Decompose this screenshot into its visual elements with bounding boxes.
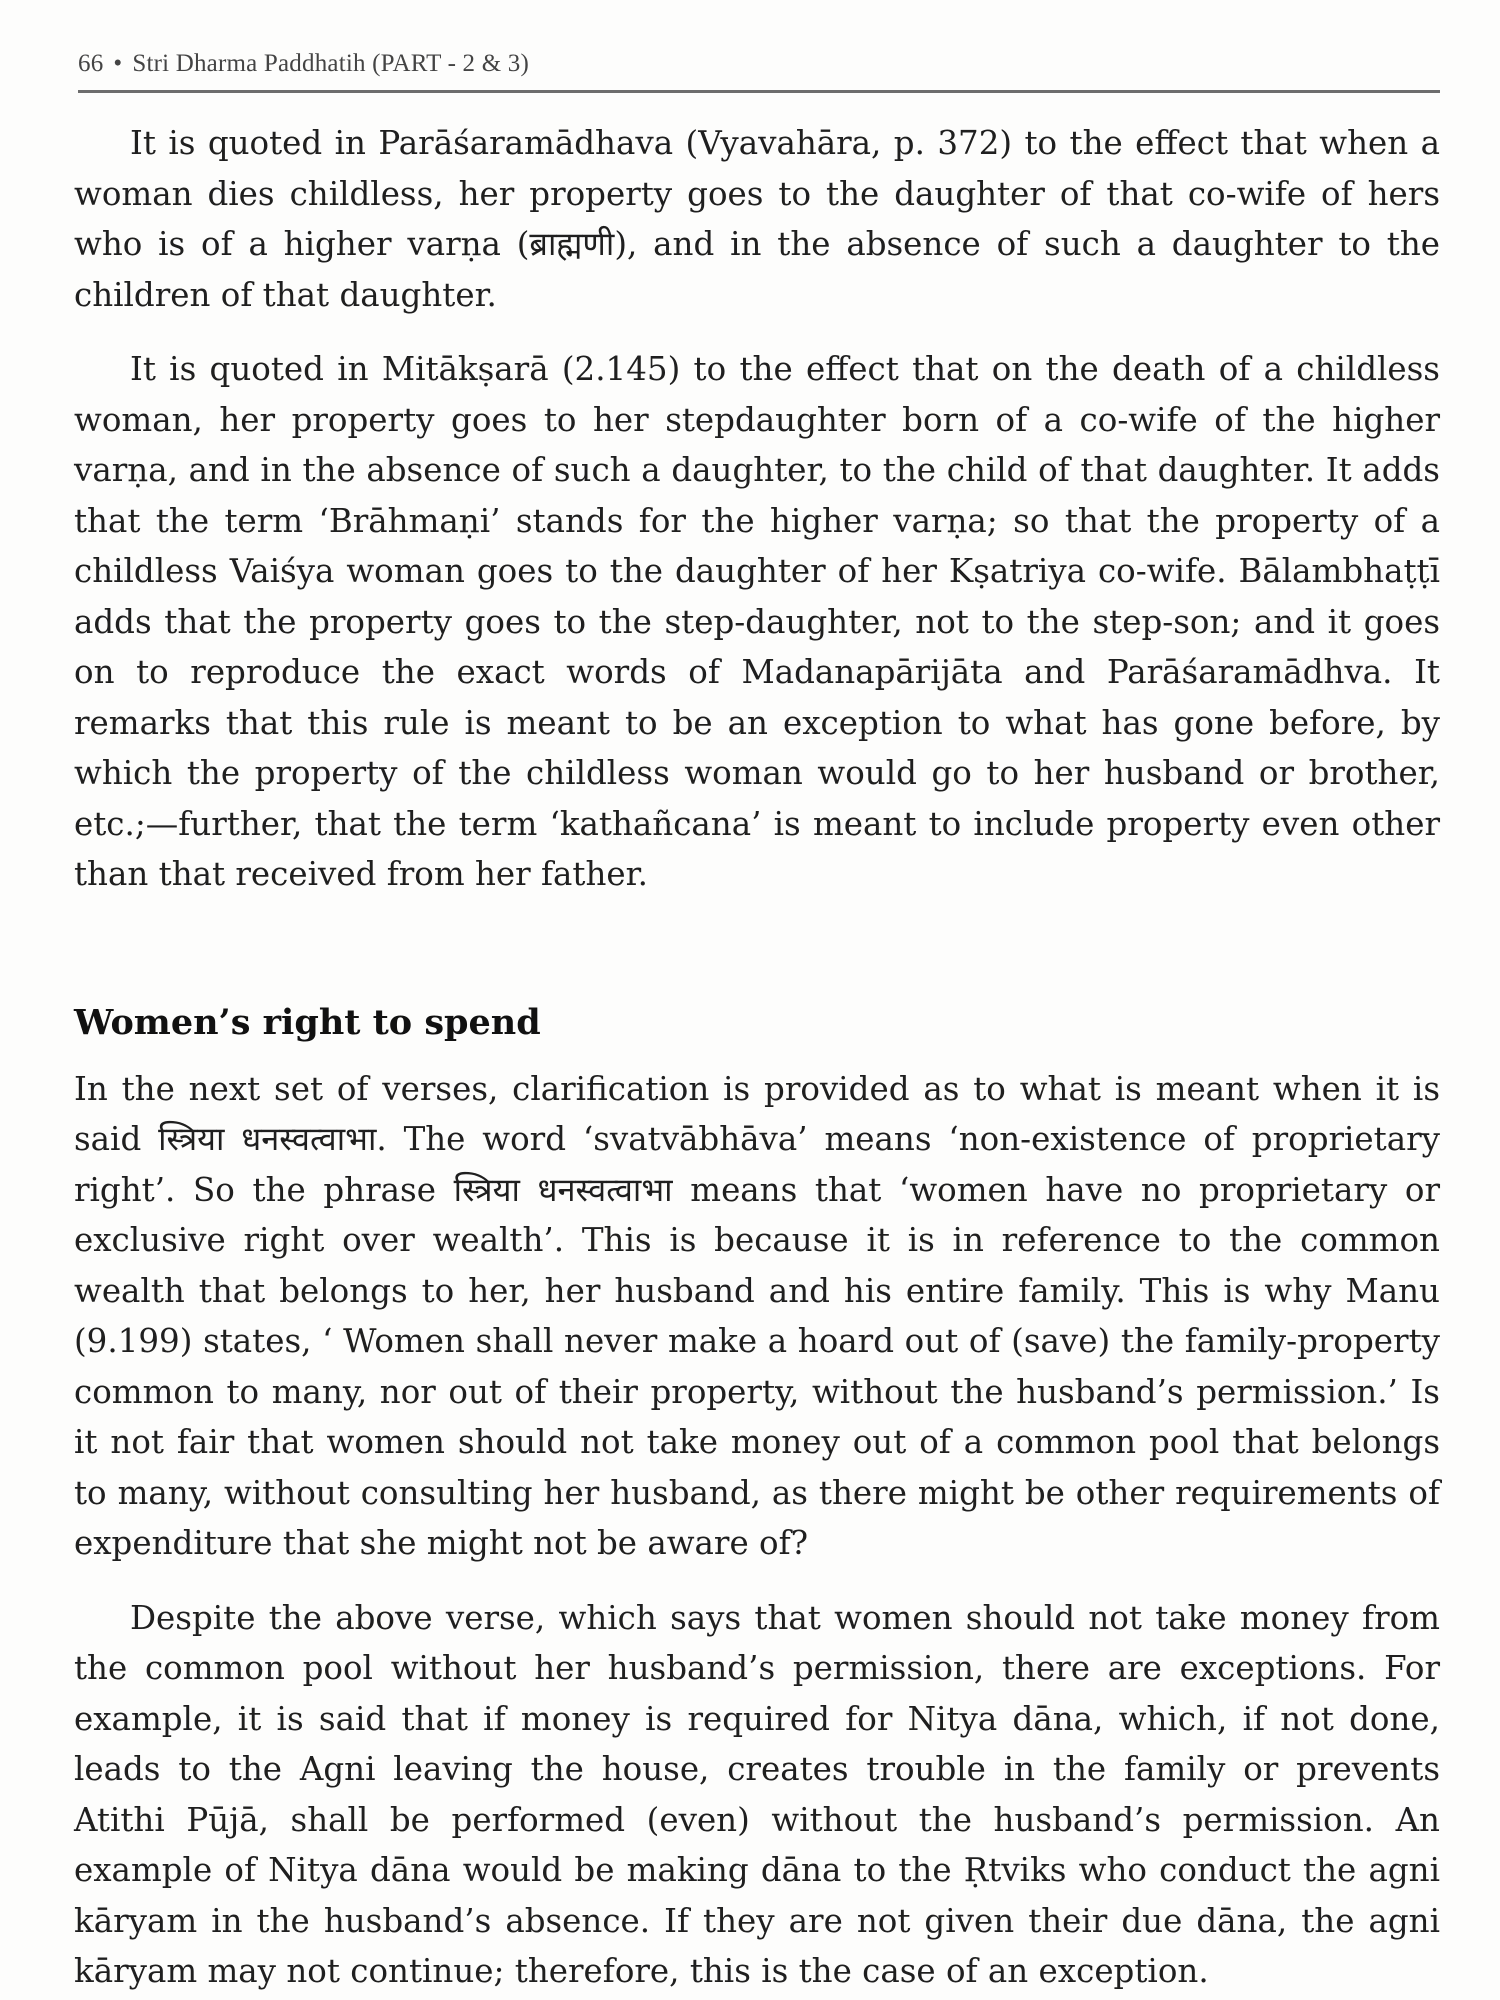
section-heading: Women’s right to spend [74,1001,541,1043]
paragraph-proprietary-right: In the next set of verses, clarification is provided as to what is meant when it is said स्त्रिया धनस्वत्वाभा. The word ‘svatvābhāva’ means ‘non-existence of proprietary right’. So the phrase स्त्रिया धनस्वत्वाभा means that ‘women have no proprietary or exclusive right over wealth’. This is because it is in reference to the common wealth that belongs to her, her husband and his entire family. This is why Manu (9.199) states, ‘ Women shall never make a hoard out of (save) the family-property common to many, nor out of their property, without the husband’s permission.’ Is it not fair that women should not take money out of a common pool that belongs to many, without consulting her husband, as there might be other requirements of expenditure that she might not be aware of? [74,1069,1440,1562]
section-spacer [74,900,1440,996]
paragraph-mitaksara: It is quoted in Mitākṣarā (2.145) to the effect that on the death of a childless woman, her property goes to her stepdaughter born of a co-wife of the higher varṇa, and in the absence of such a daughter, to the child of that daughter. It adds that the term ‘Brāhmaṇi’ stands for the higher varṇa; so that the property of a childless Vaiśya woman goes to the daughter of her Kṣatriya co-wife. Bālambhaṭṭī adds that the property goes to the step-daughter, not to the step-son; and it goes on to reproduce the exact words of Madanapārijāta and Parāśaramādhva. It remarks that this rule is meant to be an exception to what has gone before, by which the property of the childless woman would go to her husband or brother, etc.;—further, that the term ‘kathañcana’ is meant to include property even other than that received from her father. [74,350,1440,893]
header-rule [78,90,1440,93]
running-header [78,50,1438,78]
header-separator: • [113,50,123,77]
paragraph-spacer [74,1569,1440,1593]
page-number: 66 [78,50,104,77]
paragraph-parasaramadhava: It is quoted in Parāśaramādhava (Vyavahāra, p. 372) to the effect that when a woman dies childless, her property goes to the daughter of that co-wife of hers who is of a higher varṇa (ब्राह्मणी), and in the absence of such a daughter to the children of that daughter. [74,124,1440,314]
paragraph-exceptions: Despite the above verse, which says that women should not take money from the common pool without her husband’s permission, there are exceptions. For example, it is said that if money is required for Nitya dāna, which, if not done, leads to the Agni leaving the house, creates trouble in the family or prevents Atithi Pūjā, shall be performed (even) without the husband’s permission. An example of Nitya dāna would be making dāna to the Ṛtviks who conduct the agni kāryam in the husband’s absence. If they are not given their due dāna, the agni kāryam may not continue; therefore, this is the case of an exception. [74,1598,1440,1990]
book-title: Stri Dharma Paddhatih (PART - 2 & 3) [132,50,530,77]
paragraph-spacer [74,320,1440,344]
page-body [74,118,1440,1997]
heading-spacer [74,1050,1440,1064]
